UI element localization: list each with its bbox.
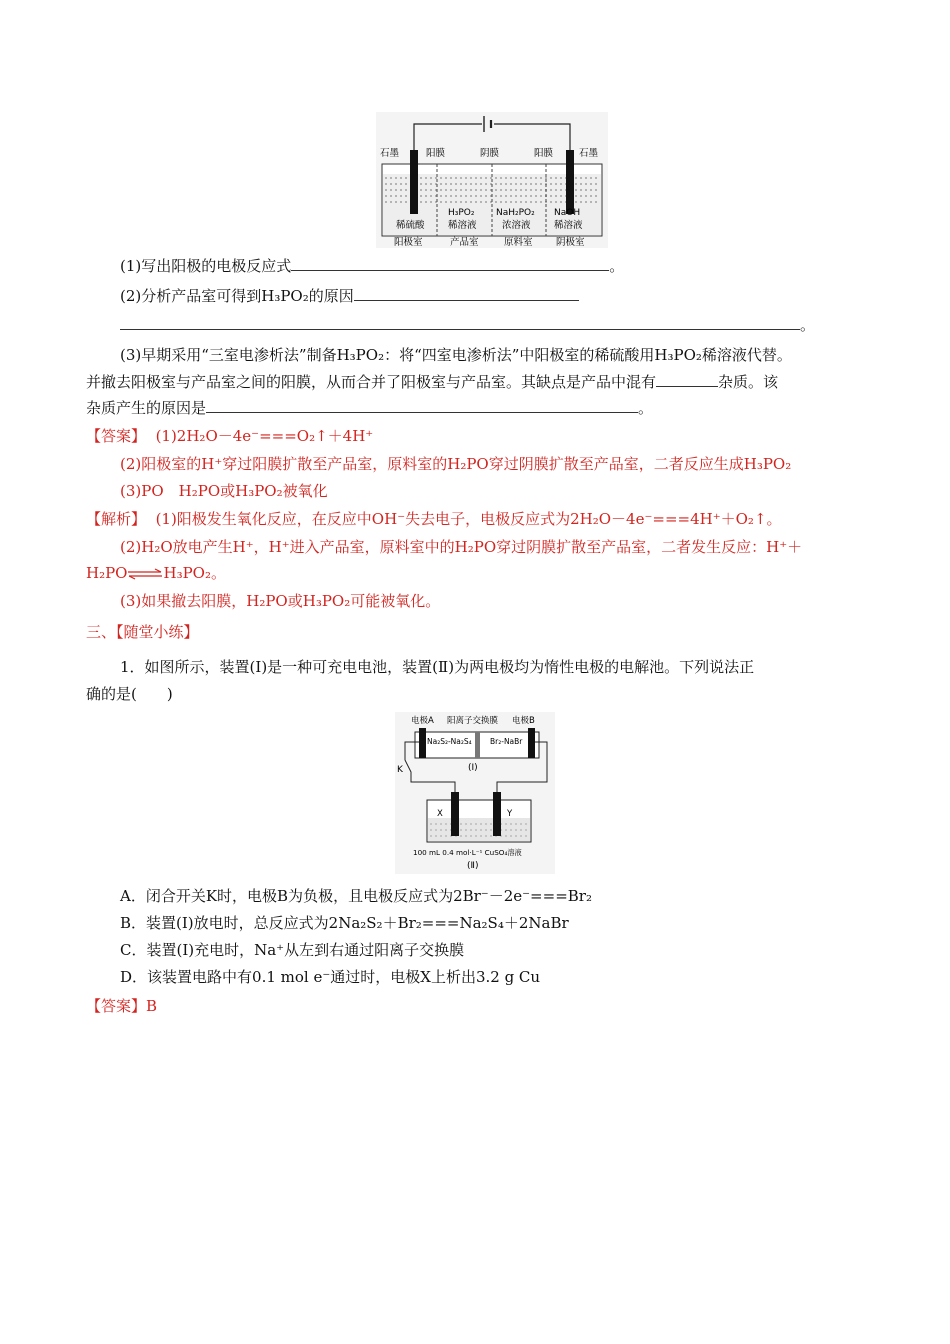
electrodialysis-figure	[376, 112, 608, 248]
label-left-solution: Na₂S₂-Na₂S₄	[427, 737, 472, 746]
anode-graphite	[410, 150, 418, 214]
cathode-graphite	[566, 150, 574, 214]
analysis-2-left: H₂PO	[86, 564, 128, 582]
analysis-3: (3)如果撤去阳膜，H₂PO或H₃PO₂可能被氧化。	[120, 592, 441, 610]
electrode-x	[451, 792, 459, 836]
analysis-2: (2)H₂O放电产生H⁺，H⁺进入产品室，原料室中的H₂PO穿过阴膜扩散至产品室，二者发生反应：H⁺＋	[120, 538, 803, 556]
solution-nah2po2: NaH₂PO₂	[496, 208, 535, 218]
analysis-label: 【解析】	[86, 510, 147, 528]
analysis-1: (1)阳极发生氧化反应，在反应中OH⁻失去电子，电极反应式为2H₂O－4e⁻===4H⁺＋O₂↑。	[155, 510, 782, 528]
analysis-line-1	[86, 509, 782, 529]
option-d: D．该装置电路中有0.1 mol e⁻通过时，电极X上析出3.2 g Cu	[120, 968, 541, 986]
solution-dilute-sulfuric: 稀硫酸	[396, 220, 425, 231]
electrode-b	[528, 728, 535, 758]
solution-naoh: NaOH	[554, 208, 581, 218]
label-cation-membrane-2: 阳膜	[534, 148, 554, 159]
room-feed: 原料室	[504, 237, 533, 248]
option-b: B．装置(Ⅰ)放电时，总反应式为2Na₂S₂＋Br₂===Na₂S₄＋2NaBr	[120, 914, 569, 932]
question-3-line-2	[86, 372, 778, 392]
question-1-period: 。	[609, 257, 625, 275]
question-2-text: (2)分析产品室可得到H₃PO₂的原因	[120, 287, 354, 305]
answer-blank-2b	[120, 315, 800, 330]
label-x: X	[437, 809, 443, 819]
label-graphite-left: 石墨	[380, 148, 400, 159]
label-cation-exchange-membrane: 阳离子交换膜	[447, 716, 499, 726]
section-heading: 三、【随堂小练】	[86, 623, 199, 641]
electrode-y	[493, 792, 501, 836]
answer-label: 【答案】	[86, 427, 147, 445]
question-2	[120, 286, 579, 306]
answer-1: (1)2H₂O－4e⁻===O₂↑＋4H⁺	[155, 427, 374, 445]
label-graphite-right: 石墨	[579, 148, 599, 159]
label-anion-membrane: 阴膜	[480, 148, 500, 159]
solution-concentrated: 浓溶液	[502, 220, 531, 231]
label-electrode-b: 电极B	[512, 716, 535, 726]
label-y: Y	[507, 809, 513, 819]
label-right-solution: Br₂-NaBr	[490, 737, 523, 746]
solution-h3po2-dilute: 稀溶液	[448, 220, 477, 231]
question-1	[120, 256, 624, 276]
question-3-period: 。	[638, 399, 654, 417]
answer-blank-2	[354, 286, 579, 301]
label-switch-k: K	[397, 765, 403, 775]
solution-h3po2: H₃PO₂	[448, 208, 475, 218]
label-cuso4-solution: 100 mL 0.4 mol·L⁻¹ CuSO₄溶液	[413, 848, 522, 857]
option-c: C．装置(Ⅰ)充电时，Na⁺从左到右通过阳离子交换膜	[120, 941, 465, 959]
analysis-2-continuation	[86, 563, 226, 583]
label-cation-membrane-1: 阳膜	[426, 148, 446, 159]
battery-electrolysis-figure	[395, 712, 555, 874]
answer-2: (2)阳极室的H⁺穿过阳膜扩散至产品室，原料室的H₂PO穿过阴膜扩散至产品室，二者反应生成H₃PO₂	[120, 455, 792, 473]
question-1-text: (1)写出阳极的电极反应式	[120, 257, 292, 275]
question-2-continuation	[120, 315, 815, 335]
label-device-1: (Ⅰ)	[468, 763, 478, 773]
exchange-membrane	[475, 732, 480, 758]
answer-3: (3)PO H₂PO或H₃PO₂被氧化	[120, 482, 328, 500]
equilibrium-arrow-icon	[127, 568, 163, 580]
room-anode: 阳极室	[394, 237, 423, 248]
final-answer: 【答案】B	[86, 997, 158, 1015]
question-3-text-a: 并撤去阳极室与产品室之间的阳膜，从而合并了阳极室与产品室。其缺点是产品中混有	[86, 373, 657, 391]
electrode-a	[419, 728, 426, 758]
question-3-line-1: (3)早期采用“三室电渗析法”制备H₃PO₂：将“四室电渗析法”中阳极室的稀硫酸用H₃PO₂稀溶液代替。	[120, 346, 792, 364]
question-2-period: 。	[800, 316, 816, 334]
option-a: A．闭合开关K时，电极B为负极，且电极反应式为2Br⁻－2e⁻===Br₂	[120, 887, 592, 905]
question-3-text-b: 杂质。该	[718, 373, 779, 391]
room-cathode: 阴极室	[556, 237, 585, 248]
answer-blank-3b	[206, 398, 638, 413]
analysis-2-right: H₃PO₂。	[163, 564, 226, 582]
solution-naoh-dilute: 稀溶液	[554, 220, 583, 231]
answer-blank-3a	[656, 372, 718, 387]
label-device-2: (Ⅱ)	[467, 861, 479, 871]
answer-blank-1	[291, 256, 609, 271]
label-electrode-a: 电极A	[411, 716, 434, 726]
question-3-line-3	[86, 398, 653, 418]
answer-line-1	[86, 426, 373, 446]
problem-1-line-2: 确的是( )	[86, 685, 173, 703]
question-3-text-c: 杂质产生的原因是	[86, 399, 207, 417]
problem-1-line-1: 1．如图所示，装置(Ⅰ)是一种可充电电池，装置(Ⅱ)为两电极均为惰性电极的电解池。下列说法正	[120, 658, 755, 676]
room-product: 产品室	[450, 237, 479, 248]
